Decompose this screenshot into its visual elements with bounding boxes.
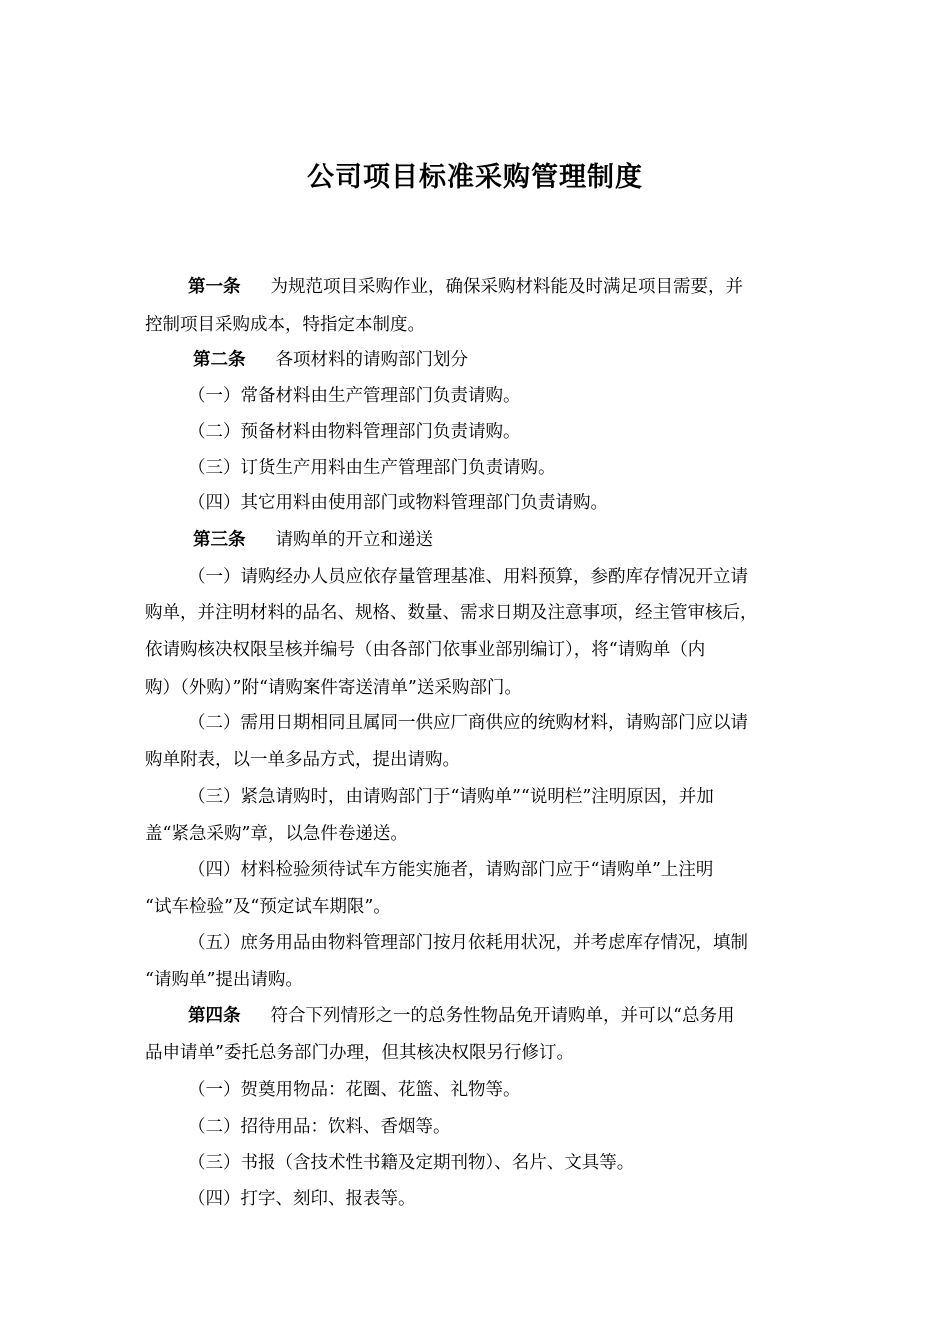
article-4-item: （三）书报（含技术性书籍及定期刊物）、名片、文具等。 — [188, 1153, 635, 1173]
article-2-text: 各项材料的请购部门划分 — [275, 350, 468, 370]
article-3-line: “请购单”提出请购。 — [145, 970, 303, 990]
article-4-item: （四）打字、刻印、报表等。 — [188, 1189, 416, 1209]
article-4-heading: 第四条 — [188, 1006, 241, 1026]
article-4-first-line — [188, 1004, 734, 1028]
article-3-line: 购单附表，以一单多品方式，提出请购。 — [145, 750, 460, 770]
article-4-text: 符合下列情形之一的总务性物品免开请购单，并可以“总务用 — [270, 1006, 735, 1026]
article-3-line: 盖“紧急采购”章，以急件卷递送。 — [145, 824, 408, 844]
article-3-line: （三）紧急请购时，由请购部门于“请购单”“说明栏”注明原因，并加 — [188, 787, 714, 807]
article-3-line: （二）需用日期相同且属同一供应厂商供应的统购材料，请购部门应以请 — [188, 713, 748, 733]
article-2-item: （二）预备材料由物料管理部门负责请购。 — [188, 422, 521, 442]
article-3-first-line — [193, 528, 433, 552]
article-3-line: （四）材料检验须待试车方能实施者，请购部门应于“请购单”上注明 — [188, 860, 714, 880]
article-1-continuation: 控制项目采购成本，特指定本制度。 — [145, 315, 425, 335]
article-3-heading: 第三条 — [193, 530, 246, 550]
article-1-first-line — [188, 275, 743, 299]
article-4-item: （二）招待用品：饮料、香烟等。 — [188, 1117, 451, 1137]
document-title: 公司项目标准采购管理制度 — [307, 162, 643, 193]
article-3-line: 依请购核决权限呈核并编号（由各部门依事业部别编订），将“请购单（内 — [145, 640, 706, 660]
article-2-heading: 第二条 — [193, 350, 246, 370]
article-1-heading: 第一条 — [188, 277, 241, 297]
article-2-item: （一）常备材料由生产管理部门负责请购。 — [188, 386, 521, 406]
article-2-item: （四）其它用料由使用部门或物料管理部门负责请购。 — [188, 493, 608, 513]
article-2-item: （三）订货生产用料由生产管理部门负责请购。 — [188, 458, 556, 478]
article-3-line: “试车检验”及“预定试车期限”。 — [145, 897, 391, 917]
article-1-text: 为规范项目采购作业，确保采购材料能及时满足项目需要，并 — [270, 277, 743, 297]
article-3-text: 请购单的开立和递送 — [275, 530, 433, 550]
article-2-first-line — [193, 348, 468, 372]
article-4-item: （一）贺奠用物品：花圈、花篮、礼物等。 — [188, 1080, 521, 1100]
article-3-line: （一）请购经办人员应依存量管理基准、用料预算，参酌库存情况开立请 — [188, 567, 748, 587]
article-3-line: 购单，并注明材料的品名、规格、数量、需求日期及注意事项，经主管审核后， — [145, 603, 758, 623]
article-4-continuation: 品申请单”委托总务部门办理，但其核决权限另行修订。 — [145, 1043, 574, 1063]
article-3-line: （五）庶务用品由物料管理部门按月依耗用状况，并考虑库存情况，填制 — [188, 933, 748, 953]
article-3-line: 购）（外购）”附“请购案件寄送清单”送采购部门。 — [145, 678, 522, 698]
